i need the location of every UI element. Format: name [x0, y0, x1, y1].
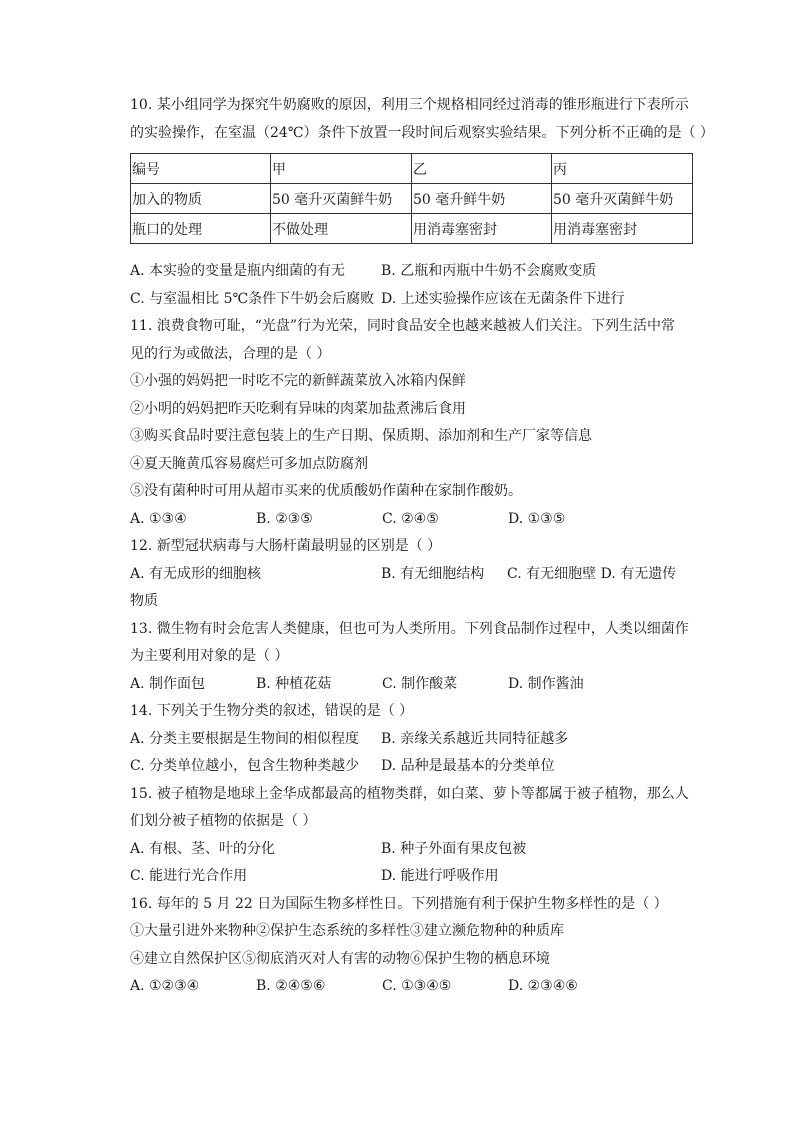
option-c: C. 能进行光合作用	[130, 868, 248, 884]
option-b: B. 亲缘关系越近共同特征越多	[381, 730, 569, 747]
question-15-stem-line1: 15. 被子植物是地球上金华成都最高的植物类群，如白菜、萝卜等都属于被子植物，那么人	[130, 785, 689, 802]
table-cell: 加入的物质	[131, 184, 271, 214]
option-a: A. ①③④	[130, 510, 187, 527]
option-a: A. 有根、茎、叶的分化	[130, 840, 276, 857]
option-c: C. ②④⑤	[382, 510, 439, 527]
experiment-table	[130, 153, 693, 244]
option-d: D. 能进行呼吸作用	[381, 868, 499, 884]
question-15	[130, 781, 692, 891]
option-row	[130, 561, 692, 589]
table-row	[131, 214, 693, 244]
option-b: B. 有无细胞结构	[381, 565, 485, 582]
option-d: D. 上述实验操作应该在无菌条件下进行	[381, 290, 625, 307]
table-cell: 甲	[271, 154, 412, 184]
statement-item: ②小明的妈妈把昨天吃剩有异味的肉菜加盐煮沸后食用	[130, 400, 466, 417]
option-d: D. 制作酱油	[508, 675, 584, 692]
option-row	[130, 286, 692, 314]
statement-item: ⑤没有菌种时可用从超市买来的优质酸奶作菌种在家制作酸奶。	[130, 483, 522, 499]
option-b: B. 乙瓶和丙瓶中牛奶不会腐败变质	[381, 263, 597, 279]
option-b: B. 种植花菇	[256, 675, 332, 692]
option-a: A. 有无成形的细胞核	[130, 565, 262, 582]
table-cell: 用消毒塞密封	[552, 214, 693, 244]
option-d-wrap: 物质	[130, 593, 158, 609]
table-row	[131, 154, 693, 184]
question-13	[130, 616, 692, 699]
table-cell: 用消毒塞密封	[412, 214, 552, 244]
statement-items-line2: ④建立自然保护区⑤彻底消灭对人有害的动物⑥保护生物的栖息环境	[130, 950, 550, 967]
question-15-stem-line2: 们划分被子植物的依据是（ ）	[130, 813, 317, 829]
statement-item: ③购买食品时要注意包装上的生产日期、保质期、添加剂和生产厂家等信息	[130, 428, 592, 444]
question-10-stem-line2: 的实验操作，在室温（24℃）条件下放置一段时间后观察实验结果。下列分析不正确的是（ ）	[130, 124, 714, 141]
table-cell: 丙	[552, 154, 693, 184]
option-a: A. 分类主要根据是生物间的相似程度	[130, 730, 360, 747]
statement-items-line1: ①大量引进外来物种②保护生态系统的多样性③建立濒危物种的种质库	[130, 923, 564, 939]
question-10	[130, 92, 714, 313]
option-row	[130, 671, 692, 699]
table-cell: 乙	[412, 154, 552, 184]
option-row	[130, 726, 692, 754]
option-d: D. ②③④⑥	[508, 978, 578, 994]
question-11	[130, 313, 692, 533]
option-a: A. 本实验的变量是瓶内细菌的有无	[130, 263, 346, 279]
table-cell: 50 毫升鲜牛奶	[412, 184, 552, 214]
option-row	[130, 973, 692, 1001]
question-10-stem-line1: 10. 某小组同学为探究牛奶腐败的原因，利用三个规格相同经过消毒的锥形瓶进行下表所示	[130, 97, 689, 113]
option-c: C. 与室温相比 5℃条件下牛奶会后腐败	[130, 290, 375, 307]
question-16-stem: 16. 每年的 5 月 22 日为国际生物多样性日。下列措施有利于保护生物多样性的是（ ）	[130, 895, 668, 912]
option-d: D. 有无遗传	[600, 565, 677, 582]
option-c: C. 分类单位越小，包含生物种类越少	[130, 758, 360, 774]
option-d: D. ①③⑤	[508, 510, 566, 527]
option-row	[130, 753, 692, 781]
question-12-stem: 12. 新型冠状病毒与大肠杆菌最明显的区别是（ ）	[130, 538, 442, 554]
statement-item: ①小强的妈妈把一时吃不完的新鲜蔬菜放入冰箱内保鲜	[130, 373, 466, 389]
table-row	[131, 184, 693, 214]
question-13-stem-line2: 为主要利用对象的是（ ）	[130, 648, 289, 664]
question-13-stem-line1: 13. 微生物有时会危害人类健康，但也可为人类所用。下列食品制作过程中，人类以细菌作	[130, 620, 689, 637]
option-row	[130, 506, 692, 534]
option-d: D. 品种是最基本的分类单位	[381, 758, 555, 774]
option-b: B. ②④⑤⑥	[256, 978, 326, 994]
question-16	[130, 891, 692, 1001]
question-11-stem-line2: 见的行为或做法，合理的是（ ）	[130, 345, 331, 362]
statement-item: ④夏天腌黄瓜容易腐烂可多加点防腐剂	[130, 455, 368, 472]
question-12	[130, 533, 692, 616]
option-a: A. ①②③④	[130, 978, 200, 994]
option-row	[130, 863, 692, 891]
option-b: B. ②③⑤	[256, 510, 313, 527]
table-cell: 不做处理	[271, 214, 412, 244]
option-b: B. 种子外面有果皮包被	[381, 840, 527, 857]
option-c: C. 制作酸菜	[382, 675, 458, 692]
option-row	[130, 258, 692, 286]
exam-page	[130, 92, 714, 1001]
table-cell: 50 毫升灭菌鲜牛奶	[271, 184, 412, 214]
question-11-stem-line1: 11. 浪费食物可耻，“光盘”行为光荣，同时食品安全也越来越被人们关注。下列生活中常	[130, 318, 676, 334]
table-cell: 编号	[131, 154, 271, 184]
question-14	[130, 698, 692, 781]
option-c: C. ①③④⑤	[382, 978, 452, 994]
option-row	[130, 836, 692, 864]
option-a: A. 制作面包	[130, 675, 206, 692]
question-14-stem: 14. 下列关于生物分类的叙述，错误的是（ ）	[130, 703, 414, 719]
option-c: C. 有无细胞壁	[507, 565, 597, 582]
table-cell: 50 毫升灭菌鲜牛奶	[552, 184, 693, 214]
table-cell: 瓶口的处理	[131, 214, 271, 244]
